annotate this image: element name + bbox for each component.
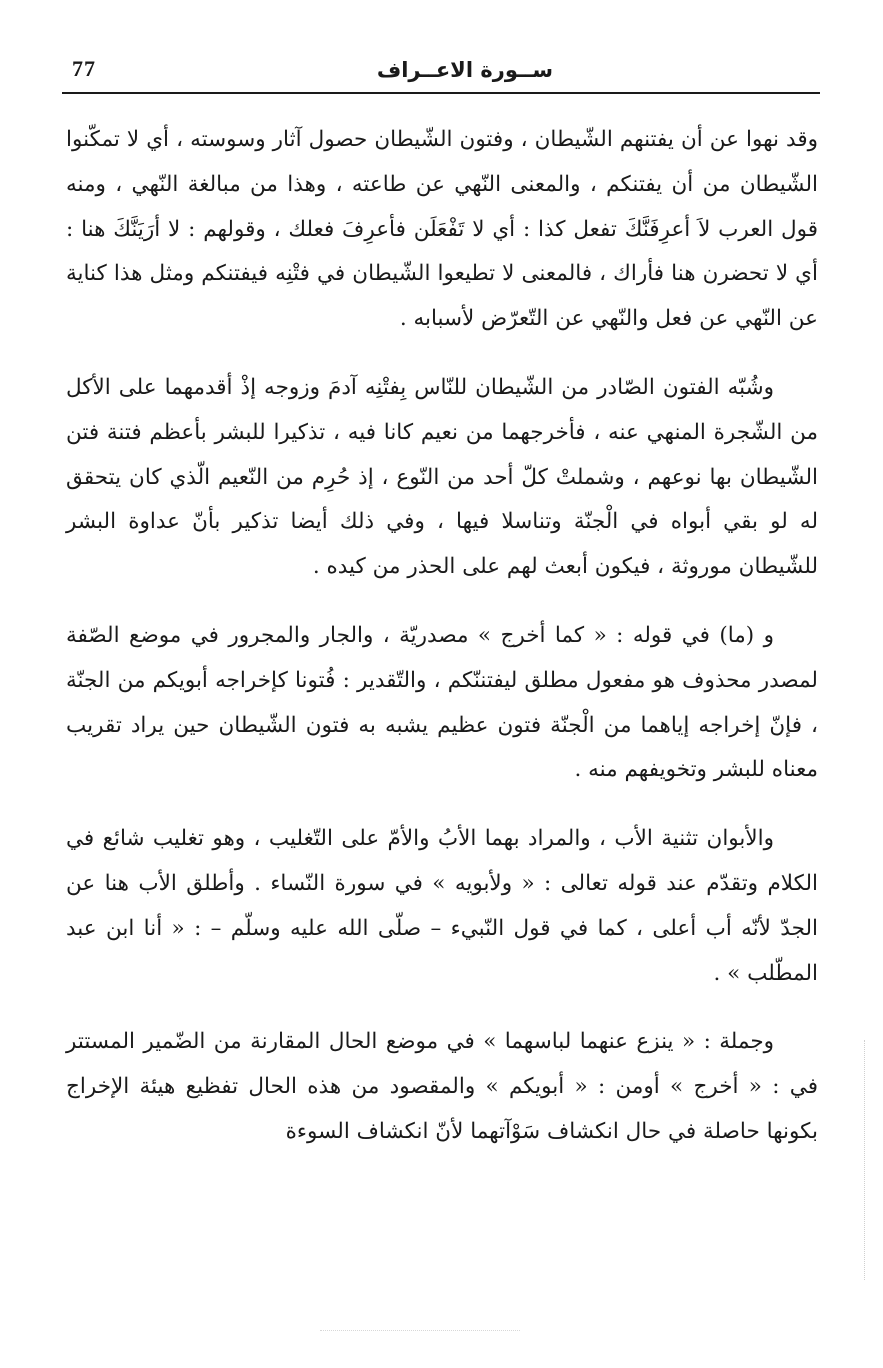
paragraph-2: وشُبّه الفتون الصّادر من الشّيطان للنّاس بِفتْنِه آدمَ وزوجه إذْ أقدمهما على الأكل من الشّجرة المنهي عنه ، فأخرجهما من نعيم كانا فيه ، تذكيرا للبشر بأعظم فتنة فتن الشّيطان بها نوعهم ، وشملتْ كلّ أحد من النّوع ، إذ حُرِم من النّعيم الّذي كان يتحقق له لو بقي أبواه في الْجنّة وتناسلا فيها ، وفي ذلك أيضا تذكير بأنّ عداوة البشر للشّيطان موروثة ، فيكون أبعث لهم على الحذر من كيده . [66, 374, 818, 580]
paragraph-3: و (ما) في قوله : « كما أخرج » مصدريّة ، والجار والمجرور في موضع الصّفة لمصدر محذوف هو مفعول مطلق ليفتننّكم ، والتّقدير : فُتونا كإخراجه أبويكم من الجنّة ، فإنّ إخراجه إياهما من الْجنّة فتون عظيم يشبه به فتون الشّيطان حين يراد تقريب معناه للبشر وتخويفهم منه . [66, 622, 818, 783]
scan-margin-artifact [860, 1040, 865, 1280]
paragraph-5: وجملة : « ينزع عنهما لباسهما » في موضع الحال المقارنة من الضّمير المستتر في : « أخرج » أومن : « أبويكم » والمقصود من هذه الحال تفظيع هيئة الإخراج بكونها حاصلة في حال انكشاف سَوْآتهما لأنّ انكشاف السوءة [66, 1029, 818, 1144]
paragraph-4: والأبوان تثنية الأب ، والمراد بهما الأبُ والأمّ على التّغليب ، وهو تغليب شائع في الكلام وتقدّم عند قوله تعالى : « ولأبويه » في سورة النّساء . وأطلق الأب هنا عن الجدّ لأنّه أب أعلى ، كما في قول النّبيء – صلّى الله عليه وسلّم – : « أنا ابن عبد المطّلب » . [66, 826, 818, 986]
scan-bottom-artifact [320, 1330, 520, 1331]
header-divider [62, 92, 820, 94]
body-text [66, 118, 818, 1155]
paragraph-1: وقد نهوا عن أن يفتنهم الشّيطان ، وفتون الشّيطان حصول آثار وسوسته ، أي لا تمكّنوا الشّيطان من أن يفتنكم ، والمعنى النّهي عن طاعته ، وهذا من مبالغة النّهي ، ومنه قول العرب لاَ أعرِفَنَّكَ تفعل كذا : أي لا تَفْعَلَن فأعرِفَ فعلك ، وقولهم : لا أرَيَنَّكَ هنا : أي لا تحضرن هنا فأراك ، فالمعنى لا تطيعوا الشّيطان في فتْنِه فيفتنكم ومثل هذا كناية عن النّهي عن فعل والنّهي عن التّعرّض لأسبابه . [66, 127, 818, 332]
running-head-title: ســورة الاعــراف [376, 58, 553, 82]
page-number: 77 [72, 56, 96, 81]
